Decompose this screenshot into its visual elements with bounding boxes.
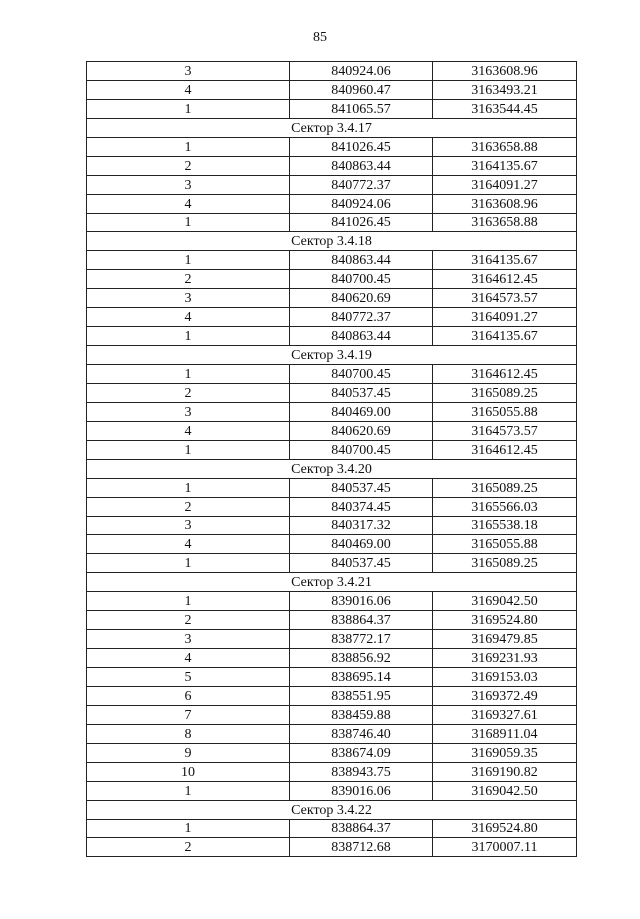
point-number-cell: 1 (87, 440, 290, 459)
table-row (87, 592, 577, 611)
table-row (87, 156, 577, 175)
point-number-cell: 4 (87, 80, 290, 99)
x-coordinate-cell: 838772.17 (290, 630, 433, 649)
point-number-cell: 2 (87, 611, 290, 630)
x-coordinate-cell: 838551.95 (290, 686, 433, 705)
point-number-cell: 1 (87, 365, 290, 384)
x-coordinate-cell: 840469.00 (290, 535, 433, 554)
table-row (87, 80, 577, 99)
point-number-cell: 3 (87, 62, 290, 81)
point-number-cell: 3 (87, 516, 290, 535)
sector-title: Сектор 3.4.20 (87, 459, 577, 478)
y-coordinate-cell: 3164091.27 (433, 308, 577, 327)
y-coordinate-cell: 3164573.57 (433, 421, 577, 440)
y-coordinate-cell: 3165089.25 (433, 478, 577, 497)
y-coordinate-cell: 3169042.50 (433, 592, 577, 611)
x-coordinate-cell: 841026.45 (290, 213, 433, 232)
x-coordinate-cell: 840537.45 (290, 383, 433, 402)
table-row (87, 175, 577, 194)
y-coordinate-cell: 3169153.03 (433, 668, 577, 687)
table-row (87, 705, 577, 724)
y-coordinate-cell: 3164135.67 (433, 251, 577, 270)
y-coordinate-cell: 3164091.27 (433, 175, 577, 194)
point-number-cell: 2 (87, 270, 290, 289)
point-number-cell: 1 (87, 478, 290, 497)
x-coordinate-cell: 838712.68 (290, 838, 433, 857)
table-row (87, 611, 577, 630)
point-number-cell: 1 (87, 251, 290, 270)
x-coordinate-cell: 840863.44 (290, 327, 433, 346)
y-coordinate-cell: 3169190.82 (433, 762, 577, 781)
table-row (87, 686, 577, 705)
x-coordinate-cell: 840469.00 (290, 402, 433, 421)
x-coordinate-cell: 840772.37 (290, 175, 433, 194)
x-coordinate-cell: 840960.47 (290, 80, 433, 99)
x-coordinate-cell: 839016.06 (290, 781, 433, 800)
table-row (87, 62, 577, 81)
point-number-cell: 2 (87, 497, 290, 516)
sector-title: Сектор 3.4.22 (87, 800, 577, 819)
y-coordinate-cell: 3169042.50 (433, 781, 577, 800)
table-row (87, 194, 577, 213)
y-coordinate-cell: 3165566.03 (433, 497, 577, 516)
point-number-cell: 4 (87, 308, 290, 327)
table-row (87, 554, 577, 573)
sector-header-row (87, 800, 577, 819)
sector-header-row (87, 118, 577, 137)
y-coordinate-cell: 3163658.88 (433, 137, 577, 156)
page-number: 85 (313, 30, 327, 45)
x-coordinate-cell: 840924.06 (290, 194, 433, 213)
point-number-cell: 4 (87, 649, 290, 668)
x-coordinate-cell: 838864.37 (290, 819, 433, 838)
point-number-cell: 3 (87, 402, 290, 421)
y-coordinate-cell: 3163493.21 (433, 80, 577, 99)
y-coordinate-cell: 3164135.67 (433, 327, 577, 346)
y-coordinate-cell: 3165089.25 (433, 554, 577, 573)
point-number-cell: 1 (87, 99, 290, 118)
x-coordinate-cell: 840374.45 (290, 497, 433, 516)
table-row (87, 743, 577, 762)
table-row (87, 213, 577, 232)
x-coordinate-cell: 840620.69 (290, 421, 433, 440)
x-coordinate-cell: 838695.14 (290, 668, 433, 687)
x-coordinate-cell: 840924.06 (290, 62, 433, 81)
table-row (87, 838, 577, 857)
table-row (87, 365, 577, 384)
sector-title: Сектор 3.4.19 (87, 346, 577, 365)
point-number-cell: 1 (87, 327, 290, 346)
x-coordinate-cell: 838856.92 (290, 649, 433, 668)
point-number-cell: 10 (87, 762, 290, 781)
x-coordinate-cell: 840620.69 (290, 289, 433, 308)
sector-title: Сектор 3.4.18 (87, 232, 577, 251)
point-number-cell: 1 (87, 213, 290, 232)
table-row (87, 402, 577, 421)
table-row (87, 421, 577, 440)
coordinates-table (86, 61, 577, 857)
x-coordinate-cell: 839016.06 (290, 592, 433, 611)
table-row (87, 535, 577, 554)
sector-header-row (87, 346, 577, 365)
x-coordinate-cell: 840700.45 (290, 270, 433, 289)
coordinates-table-body (87, 62, 577, 857)
table-row (87, 99, 577, 118)
point-number-cell: 9 (87, 743, 290, 762)
y-coordinate-cell: 3165055.88 (433, 535, 577, 554)
x-coordinate-cell: 838864.37 (290, 611, 433, 630)
y-coordinate-cell: 3165538.18 (433, 516, 577, 535)
point-number-cell: 3 (87, 630, 290, 649)
x-coordinate-cell: 841026.45 (290, 137, 433, 156)
y-coordinate-cell: 3169059.35 (433, 743, 577, 762)
x-coordinate-cell: 838674.09 (290, 743, 433, 762)
table-row (87, 668, 577, 687)
y-coordinate-cell: 3169327.61 (433, 705, 577, 724)
table-row (87, 649, 577, 668)
x-coordinate-cell: 838943.75 (290, 762, 433, 781)
table-row (87, 478, 577, 497)
point-number-cell: 4 (87, 535, 290, 554)
y-coordinate-cell: 3164612.45 (433, 365, 577, 384)
point-number-cell: 5 (87, 668, 290, 687)
point-number-cell: 1 (87, 819, 290, 838)
y-coordinate-cell: 3164612.45 (433, 270, 577, 289)
point-number-cell: 3 (87, 175, 290, 194)
x-coordinate-cell: 840863.44 (290, 251, 433, 270)
point-number-cell: 1 (87, 554, 290, 573)
y-coordinate-cell: 3163658.88 (433, 213, 577, 232)
x-coordinate-cell: 840700.45 (290, 365, 433, 384)
table-row (87, 327, 577, 346)
point-number-cell: 7 (87, 705, 290, 724)
x-coordinate-cell: 838459.88 (290, 705, 433, 724)
table-row (87, 762, 577, 781)
point-number-cell: 2 (87, 383, 290, 402)
y-coordinate-cell: 3165089.25 (433, 383, 577, 402)
table-row (87, 630, 577, 649)
x-coordinate-cell: 840772.37 (290, 308, 433, 327)
point-number-cell: 1 (87, 781, 290, 800)
y-coordinate-cell: 3164612.45 (433, 440, 577, 459)
x-coordinate-cell: 840863.44 (290, 156, 433, 175)
x-coordinate-cell: 840700.45 (290, 440, 433, 459)
y-coordinate-cell: 3169231.93 (433, 649, 577, 668)
table-row (87, 137, 577, 156)
point-number-cell: 2 (87, 156, 290, 175)
point-number-cell: 1 (87, 137, 290, 156)
y-coordinate-cell: 3169524.80 (433, 819, 577, 838)
y-coordinate-cell: 3164135.67 (433, 156, 577, 175)
table-row (87, 270, 577, 289)
y-coordinate-cell: 3170007.11 (433, 838, 577, 857)
table-row (87, 308, 577, 327)
point-number-cell: 8 (87, 724, 290, 743)
point-number-cell: 4 (87, 421, 290, 440)
point-number-cell: 4 (87, 194, 290, 213)
table-row (87, 781, 577, 800)
x-coordinate-cell: 840537.45 (290, 478, 433, 497)
sector-title: Сектор 3.4.17 (87, 118, 577, 137)
y-coordinate-cell: 3165055.88 (433, 402, 577, 421)
sector-header-row (87, 232, 577, 251)
point-number-cell: 1 (87, 592, 290, 611)
y-coordinate-cell: 3163544.45 (433, 99, 577, 118)
y-coordinate-cell: 3168911.04 (433, 724, 577, 743)
y-coordinate-cell: 3164573.57 (433, 289, 577, 308)
sector-header-row (87, 459, 577, 478)
table-row (87, 497, 577, 516)
x-coordinate-cell: 840537.45 (290, 554, 433, 573)
sector-header-row (87, 573, 577, 592)
table-row (87, 440, 577, 459)
y-coordinate-cell: 3169372.49 (433, 686, 577, 705)
table-row (87, 516, 577, 535)
point-number-cell: 2 (87, 838, 290, 857)
y-coordinate-cell: 3163608.96 (433, 62, 577, 81)
table-row (87, 819, 577, 838)
table-row (87, 383, 577, 402)
point-number-cell: 3 (87, 289, 290, 308)
table-row (87, 289, 577, 308)
x-coordinate-cell: 838746.40 (290, 724, 433, 743)
x-coordinate-cell: 840317.32 (290, 516, 433, 535)
y-coordinate-cell: 3163608.96 (433, 194, 577, 213)
sector-title: Сектор 3.4.21 (87, 573, 577, 592)
x-coordinate-cell: 841065.57 (290, 99, 433, 118)
table-row (87, 251, 577, 270)
y-coordinate-cell: 3169524.80 (433, 611, 577, 630)
y-coordinate-cell: 3169479.85 (433, 630, 577, 649)
point-number-cell: 6 (87, 686, 290, 705)
table-row (87, 724, 577, 743)
